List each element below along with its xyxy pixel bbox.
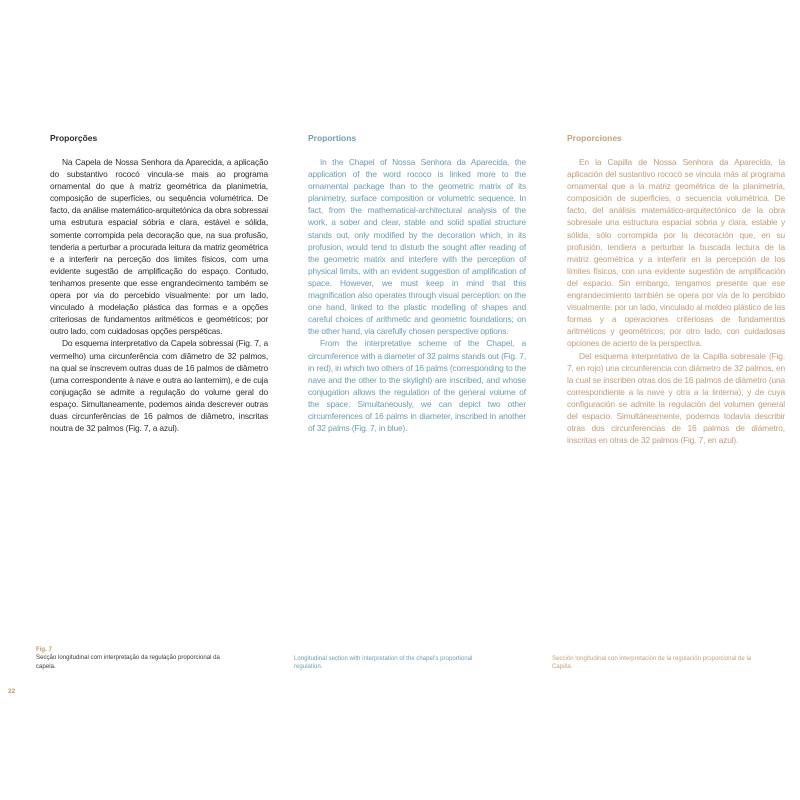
english-heading: Proportions	[308, 133, 357, 143]
spanish-column	[567, 133, 785, 446]
english-caption	[294, 655, 494, 672]
portuguese-caption-text: Secção longitudinal com interpretação da regulação proporcional da capela.	[36, 654, 220, 670]
spanish-caption-text: Sección longitudinal con interpretación de la regulación proporcional de la Capilla.	[552, 655, 752, 671]
portuguese-caption	[36, 646, 236, 671]
portuguese-paragraph-1: Na Capela de Nossa Senhora da Aparecida, a aplicação do substantivo rococó vincula-se mais ao programa ornamental do que à matriz geométrica da planimetria, composição de superfícies, ou sequência volumétrica. De facto, da análise matemático-arquitetónica da obra sobressai uma estrutura espacial sóbria e clara, estável e sólida, somente corrompida pela decoração que, na sua profusão, tenderia a perturbar a procurada leitura da matriz geométrica e a interferir na perceção dos limites físicos, com uma evidente sugestão de amplificação do espaço. Contudo, tenhamos presente que esse engrandecimento também se opera por via do percebido visualmente: por um lado, vinculado à modelação plástica das formas e a opções criteriosas de fundamentos aritméticos e geométricos; por outro lado, com cuidadosas opções perspéticas.	[50, 157, 268, 337]
english-paragraph-1: In the Chapel of Nossa Senhora da Aparecida, the application of the word rococo is linked more to the ornamental package than to the geometric matrix of its planimetry, surface composition or volumetric sequence. In fact, from the mathematical-architectural analysis of the work, a sober and clear, stable and solid spatial structure stands out, only modified by the decoration which, in its profusion, would tend to disturb the sought after reading of the geometric matrix and interfere with the perception of physical limits, with an evident suggestion of amplification of space. However, we must keep in mind that this magnification also operates through visual perception: on the one hand, linked to the plastic modelling of shapes and careful choices of arithmetic and geometric foundations; on the other hand, via carefully chosen perspective options.	[308, 157, 526, 337]
english-paragraph-2: From the interpretative scheme of the Chapel, a circumference with a diameter of 32 palms stands out (Fig. 7, in red), in which two others of 16 palms (corresponding to the nave and the other to the skylight) are inscribed, and whose conjugation allows the regulation of the general volume of the space. Simultaneously, we can depict two other circumferences of 16 palms in diameter, inscribed in another of 32 palms (Fig. 7, in blue).	[308, 338, 526, 434]
spanish-heading: Proporciones	[567, 133, 622, 143]
portuguese-heading: Proporções	[50, 133, 98, 143]
figure-label: Fig. 7	[36, 646, 52, 653]
spanish-caption	[552, 655, 752, 672]
english-column	[308, 133, 526, 434]
portuguese-paragraph-2: Do esquema interpretativo da Capela sobressai (Fig. 7, a vermelho) uma circunferência com diâmetro de 32 palmos, na qual se inscrevem outras duas de 16 palmos de diâmetro (uma correspondente à nave e outra ao lanternim), e de cuja conjugação se admite a regulação do volume geral do espaço. Simultaneamente, podemos ainda descrever outras duas circunferências de 16 palmos de diâmetro, inscritas noutra de 32 palmos (Fig. 7, a azul).	[50, 338, 268, 434]
spanish-paragraph-1: En la Capilla de Nossa Senhora da Aparecida, la aplicación del sustantivo rococó se vincula más al programa ornamental que a la matriz geométrica de la planimetría, composición de superficies, o secuencia volumétrica. De facto, del análisis matemático-arquitectónico de la obra sobresale una estructura espacial sobria y clara, estable y sólida, sólo corrompida por la decoración que, en su profusión, tendiera a perturbar la buscada lectura de la matriz geométrica y a interferir en la percepción de los límites físicos, con una evidente sugestión de amplificación del espacio. Sin embargo, tengamos presente que ese engrandecimiento también se opera por vía de lo percibido visualmente: por un lado, vinculado al moldeo plástico de las formas y a operaciones criteriosas de fundamentos aritméticos y geométricos; por otro lado, con cuidadosas opciones de acierto de la perspectiva.	[567, 157, 785, 349]
spanish-paragraph-2: Del esquema interpretativo de la Capilla sobresale (Fig. 7, en rojo) una circunferencia con diámetro de 32 palmos, en la cual se inscriben otras dos de 16 palmos de diámetro (una correspondiente a la nave y otra a la linterna), y de cuya configuración se admite la regulación del volumen general del espacio. Simultáneamente, podemos todavía describir otras dos circunferencias de 16 palmos de diámetro, inscritas en otras de 32 palmos (Fig. 7, en azul).	[567, 350, 785, 446]
english-caption-text: Longitudinal section with interpretation of the chapel's proportional regulation.	[294, 655, 473, 671]
page-number: 22	[8, 688, 16, 695]
portuguese-column	[50, 133, 268, 434]
